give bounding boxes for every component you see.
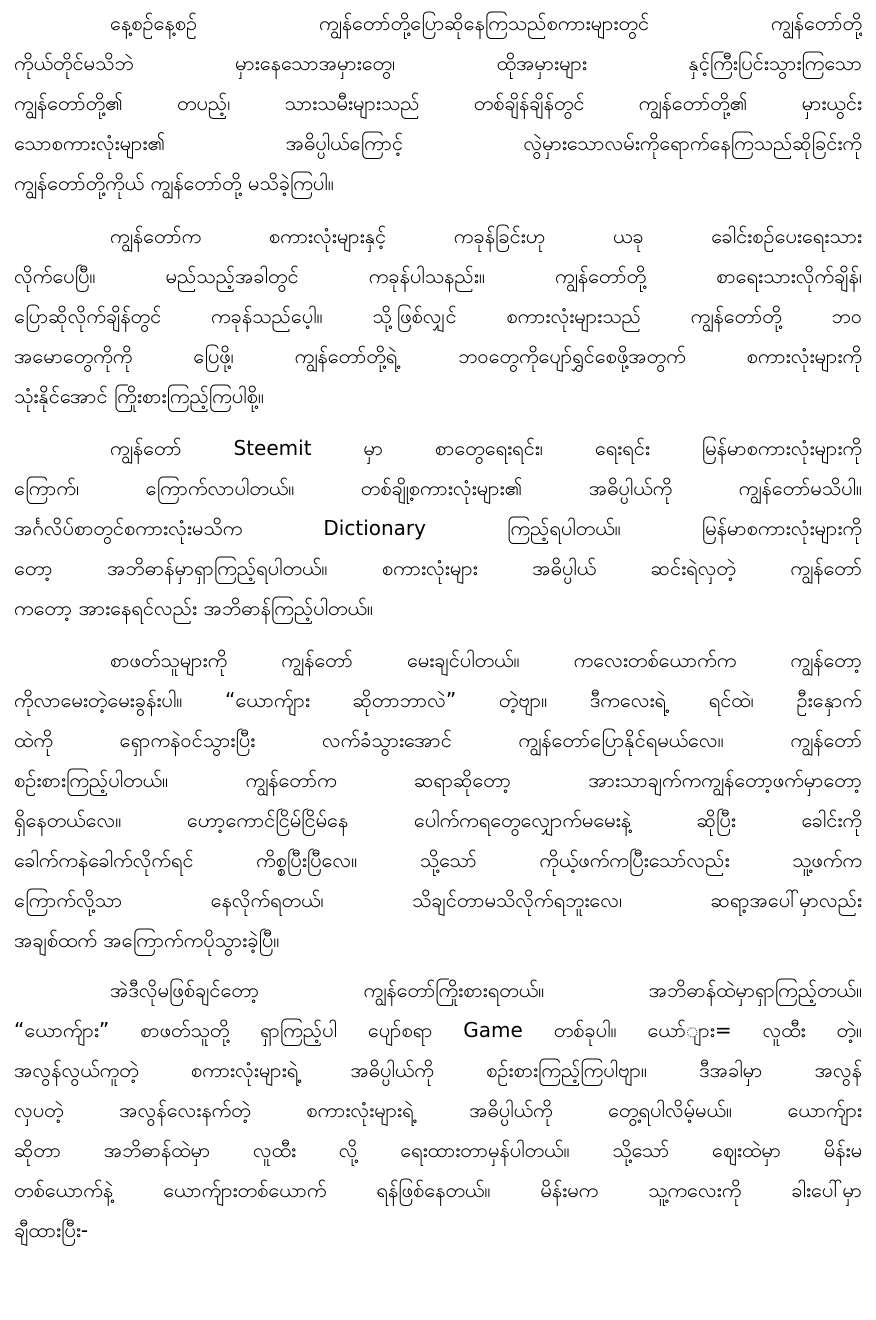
text-line: အဲဒီလိုမဖြစ်ချင်တော့ ကျွန်တော်ကြိုးစားရတယ်။ အဘိဓာန်ထဲမှာရှာကြည့်တယ်။ bbox=[110, 978, 862, 1002]
text-line: ကျွန်တော်က စကားလုံးများနှင့် ကခုန်ခြင်းဟု ယခု ခေါင်းစဉ်ပေးရေးသား bbox=[110, 224, 862, 248]
text-line: လိုက်ပေပြီ။ မည်သည့်အခါတွင် ကခုန်ပါသနည်း။ ကျွန်တော်တို့ စာရေးသားလိုက်ချိန်၊ bbox=[14, 264, 862, 288]
text-line: ထဲကို ရှောကနဲဝင်သွားပြီး လက်ခံသွားအောင် ကျွန်တော်ပြောနိုင်ရမယ်လေ။ ကျွန်တော် bbox=[14, 728, 862, 752]
text-line: စဉ်းစားကြည့်ပါတယ်။ ကျွန်တော်က ဆရာဆိုတော့ အားသာချက်ကကျွန်တော့ဖက်မှာတော့ bbox=[14, 768, 862, 792]
text-line: ချီထားပြီး- bbox=[14, 1218, 89, 1242]
document-page bbox=[14, 0, 862, 1320]
text-line: လှပတဲ့ အလွန်လေးနက်တဲ့ စကားလုံးများရဲ့ အဓိပ္ပါယ်ကို တွေ့ရပါလိမ့်မယ်။ ယောက်ျား bbox=[14, 1098, 862, 1122]
text-line: “ယောက်ျား” စာဖတ်သူတို့ ရှာကြည့်ပါ ပျော်စရာ Game တစ်ခုပါ။ ယော်ျား= လူထီး တဲ့။ bbox=[14, 1018, 862, 1042]
text-line: ရှိနေတယ်လေ။ ဟော့ကောင်ငြိမ်ငြိမ်နေ ပေါက်ကရတွေလျှောက်မမေးနဲ့ ဆိုပြီး ခေါင်းကို bbox=[14, 808, 862, 832]
text-line: ခေါက်ကနဲခေါက်လိုက်ရင် ကိစ္စပြီးပြီလေ။ သို့သော် ကိုယ့်ဖက်ကပြီးသော်လည်း သူ့ဖက်က bbox=[14, 848, 862, 872]
text-line: ကြောက်လို့သာ နေလိုက်ရတယ်၊ သိချင်တာမသိလိုက်ရဘူးလေ၊ ဆရာ့အပေါ်မှာလည်း bbox=[14, 888, 862, 912]
text-line: နေ့စဉ်နေ့စဉ် ကျွန်တော်တို့ပြောဆိုနေကြသည်စကားများတွင် ကျွန်တော်တို့ bbox=[110, 11, 862, 35]
text-line: အလွန်လွယ်ကူတဲ့ စကားလုံးများရဲ့ အဓိပ္ပါယ်ကို စဉ်းစားကြည့်ကြပါဗျာ။ ဒီအခါမှာ အလွန် bbox=[14, 1058, 862, 1082]
paragraph-1 bbox=[14, 3, 862, 203]
text-line: ကိုယ်တိုင်မသိဘဲ မှားနေသောအမှားတွေ၊ ထိုအမှားများ နှင့်ကြီးပြင်းသွားကြသော bbox=[14, 51, 862, 75]
paragraph-2 bbox=[14, 216, 862, 416]
text-line: ကျွန်တော် Steemit မှာ စာတွေရေးရင်း၊ ရေးရင်း မြန်မာစကားလုံးများကို bbox=[110, 436, 862, 460]
text-line: ကြောက်၊ ကြောက်လာပါတယ်။ တစ်ချို့စကားလုံးများ၏ အဓိပ္ပါယ်ကို ကျွန်တော်မသိပါ။ bbox=[14, 476, 862, 500]
paragraph-4 bbox=[14, 640, 862, 960]
text-line: သောစကားလုံးများ၏ အဓိပ္ပါယ်ကြောင့် လွဲမှားသောလမ်းကိုရောက်နေကြသည်ဆိုခြင်းကို bbox=[14, 131, 862, 155]
text-line: အမောတွေကိုကို ပြေဖို့၊ ကျွန်တော်တို့ရဲ့ ဘဝတွေကိုပျော်ရွှင်စေဖို့အတွက် စကားလုံးများကို bbox=[14, 344, 862, 368]
text-line: သုံးနိုင်အောင် ကြိုးစားကြည့်ကြပါစို့။ bbox=[14, 384, 264, 408]
text-line: အချစ်ထက် အကြောက်ကပိုသွားခဲ့ပြီ။ bbox=[14, 928, 280, 952]
text-line: ဆိုတာ အဘိဓာန်ထဲမှာ လူထီး လို့ ရေးထားတာမှန်ပါတယ်။ သို့သော် ဈေးထဲမှာ မိန်းမ bbox=[14, 1138, 862, 1162]
paragraph-3 bbox=[14, 428, 862, 628]
text-line: ပြောဆိုလိုက်ချိန်တွင် ကခုန်သည်ပေ့ါ။ သို့ဖြစ်လျှင် စကားလုံးများသည် ကျွန်တော်တို့ ဘဝ bbox=[14, 304, 862, 328]
text-line: တော့ အဘိဓာန်မှာရှာကြည့်ရပါတယ်။ စကားလုံးများ အဓိပ္ပါယ် ဆင်းရဲလှတဲ့ ကျွန်တော် bbox=[14, 556, 862, 580]
paragraph-5 bbox=[14, 970, 862, 1250]
text-line: ကျွန်တော်တို့၏ တပည့်၊ သားသမီးများသည် တစ်ချိန်ချိန်တွင် ကျွန်တော်တို့၏ မှားယွင်း bbox=[14, 91, 862, 115]
text-line: ကျွန်တော်တို့ကိုယ် ကျွန်တော်တို့ မသိခဲ့ကြပါ။ bbox=[14, 171, 334, 195]
text-line: ကတော့ အားနေရင်လည်း အဘိဓာန်ကြည့်ပါတယ်။ bbox=[14, 596, 373, 620]
text-line: အင်္ဂလိပ်စာတွင်စကားလုံးမသိက Dictionary ကြည့်ရပါတယ်။ မြန်မာစကားလုံးများကို bbox=[14, 516, 862, 540]
text-line: တစ်ယောက်နဲ့ ယောက်ျားတစ်ယောက် ရန်ဖြစ်နေတယ်။ မိန်းမက သူ့ကလေးကို ခါးပေါ်မှာ bbox=[14, 1178, 862, 1202]
text-line: ကိုလာမေးတဲ့မေးခွန်းပါ။ “ယောက်ျား ဆိုတာဘာလဲ” တဲ့ဗျာ။ ဒီကလေးရဲ့ ရင်ထဲ၊ ဦးနှောက် bbox=[14, 688, 862, 712]
text-line: စာဖတ်သူများကို ကျွန်တော် မေးချင်ပါတယ်။ ကလေးတစ်ယောက်က ကျွန်တော့ bbox=[110, 648, 862, 672]
